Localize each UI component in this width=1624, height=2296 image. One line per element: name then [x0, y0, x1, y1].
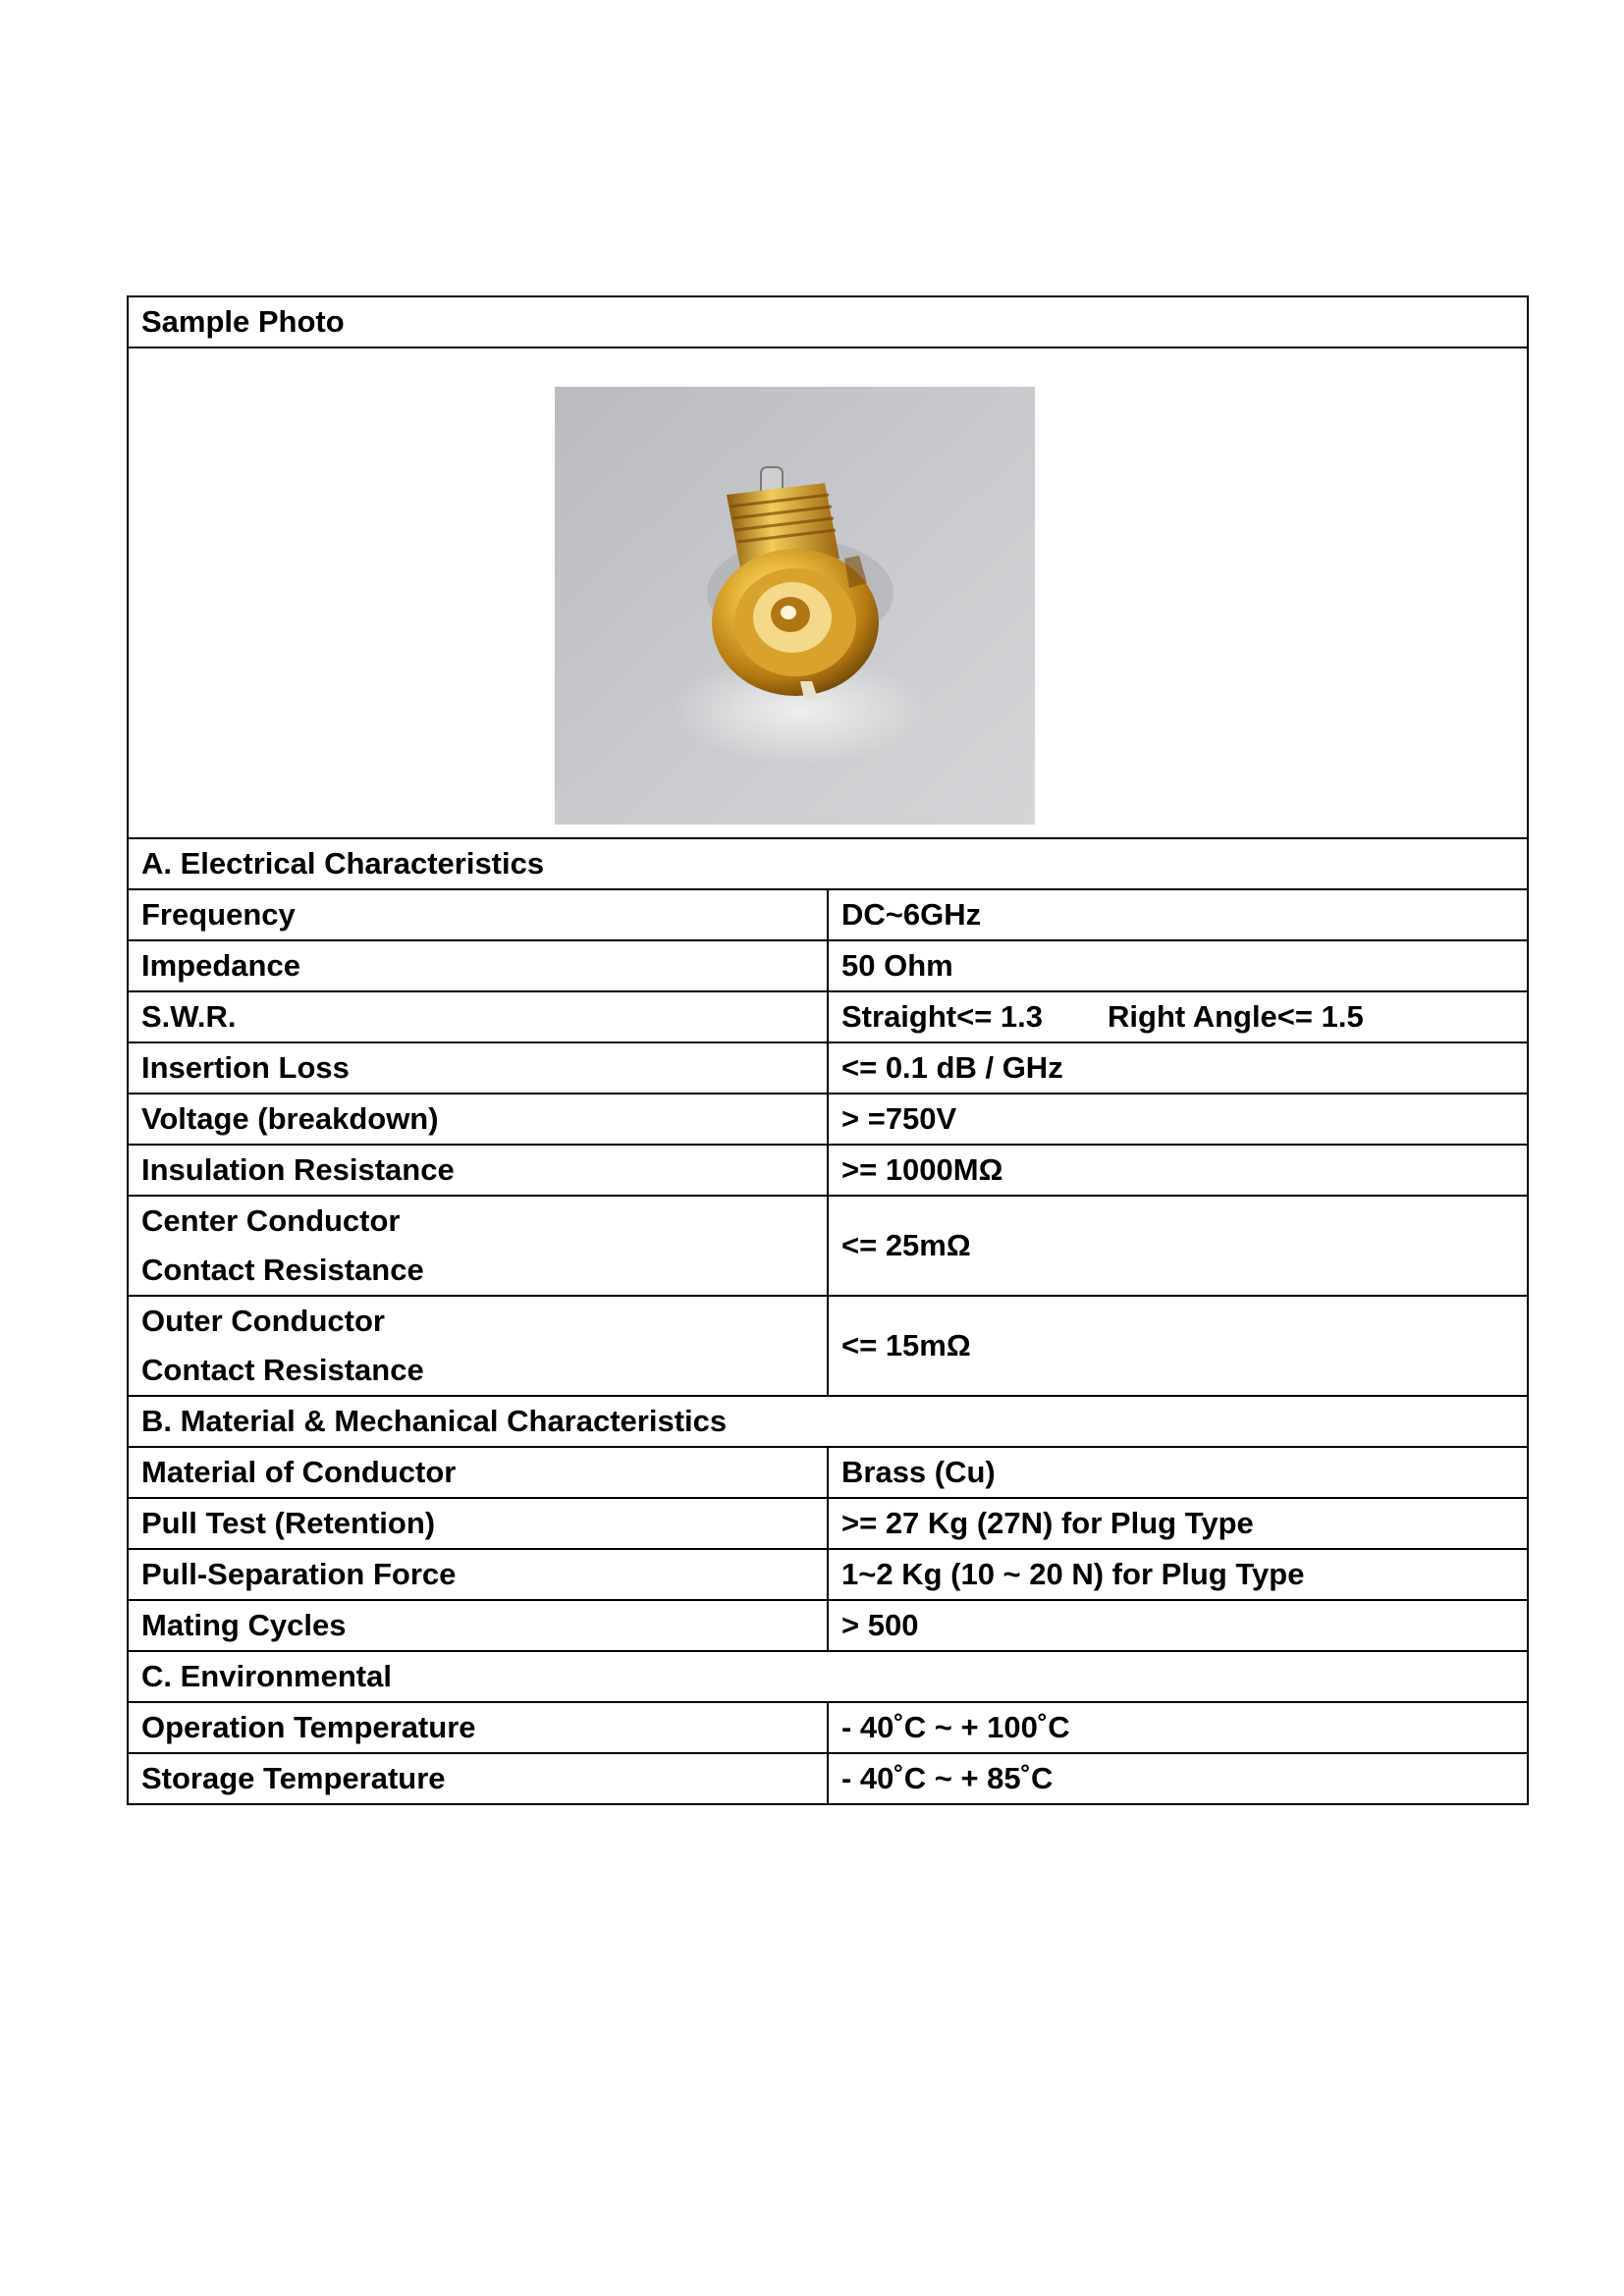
table-row [128, 1196, 1528, 1296]
row-label: Frequency [128, 889, 828, 940]
table-row [128, 1702, 1528, 1753]
row-value: - 40˚C ~ + 85˚C [828, 1753, 1528, 1804]
row-value: > =750V [828, 1094, 1528, 1145]
table-row [128, 991, 1528, 1042]
row-label: Impedance [128, 940, 828, 991]
table-row [128, 1145, 1528, 1196]
row-value: <= 25mΩ [828, 1196, 1528, 1296]
spec-table [127, 295, 1529, 1805]
row-label: Material of Conductor [128, 1447, 828, 1498]
section-header-row [128, 1651, 1528, 1702]
table-row [128, 1094, 1528, 1145]
table-row [128, 1600, 1528, 1651]
table-row [128, 1753, 1528, 1804]
section-header-row [128, 838, 1528, 889]
row-label: Storage Temperature [128, 1753, 828, 1804]
row-value: - 40˚C ~ + 100˚C [828, 1702, 1528, 1753]
photo-section-title: Sample Photo [128, 296, 1528, 347]
row-label: Pull Test (Retention) [128, 1498, 828, 1549]
table-row [128, 940, 1528, 991]
section-heading-environmental: C. Environmental [128, 1651, 1528, 1702]
row-value [828, 991, 1528, 1042]
table-row [128, 889, 1528, 940]
row-label: Insertion Loss [128, 1042, 828, 1094]
row-label: Mating Cycles [128, 1600, 828, 1651]
row-label: Voltage (breakdown) [128, 1094, 828, 1145]
label-line: Contact Resistance [141, 1253, 424, 1287]
row-value: > 500 [828, 1600, 1528, 1651]
row-value: 1~2 Kg (10 ~ 20 N) for Plug Type [828, 1549, 1528, 1600]
row-label [128, 1196, 828, 1296]
photo-row [128, 347, 1528, 838]
table-row [128, 1498, 1528, 1549]
row-value: <= 15mΩ [828, 1296, 1528, 1396]
row-value: 50 Ohm [828, 940, 1528, 991]
row-value: <= 0.1 dB / GHz [828, 1042, 1528, 1094]
row-value: >= 27 Kg (27N) for Plug Type [828, 1498, 1528, 1549]
swr-right-angle-value: Right Angle<= 1.5 [1108, 999, 1364, 1034]
table-row [128, 1447, 1528, 1498]
section-heading-mechanical: B. Material & Mechanical Characteristics [128, 1396, 1528, 1447]
photo-cell [128, 347, 1528, 838]
row-label: Pull-Separation Force [128, 1549, 828, 1600]
row-value: >= 1000MΩ [828, 1145, 1528, 1196]
label-line: Contact Resistance [141, 1353, 424, 1387]
row-value: DC~6GHz [828, 889, 1528, 940]
table-row [128, 1042, 1528, 1094]
row-label: S.W.R. [128, 991, 828, 1042]
photo-header-row [128, 296, 1528, 347]
section-header-row [128, 1396, 1528, 1447]
label-line: Center Conductor [141, 1203, 401, 1238]
row-value: Brass (Cu) [828, 1447, 1528, 1498]
table-row [128, 1549, 1528, 1600]
table-row [128, 1296, 1528, 1396]
row-label: Insulation Resistance [128, 1145, 828, 1196]
row-label: Operation Temperature [128, 1702, 828, 1753]
connector-photo [555, 387, 1035, 825]
swr-straight-value: Straight<= 1.3 [841, 999, 1044, 1034]
section-heading-electrical: A. Electrical Characteristics [128, 838, 1528, 889]
label-line: Outer Conductor [141, 1304, 385, 1338]
row-label [128, 1296, 828, 1396]
